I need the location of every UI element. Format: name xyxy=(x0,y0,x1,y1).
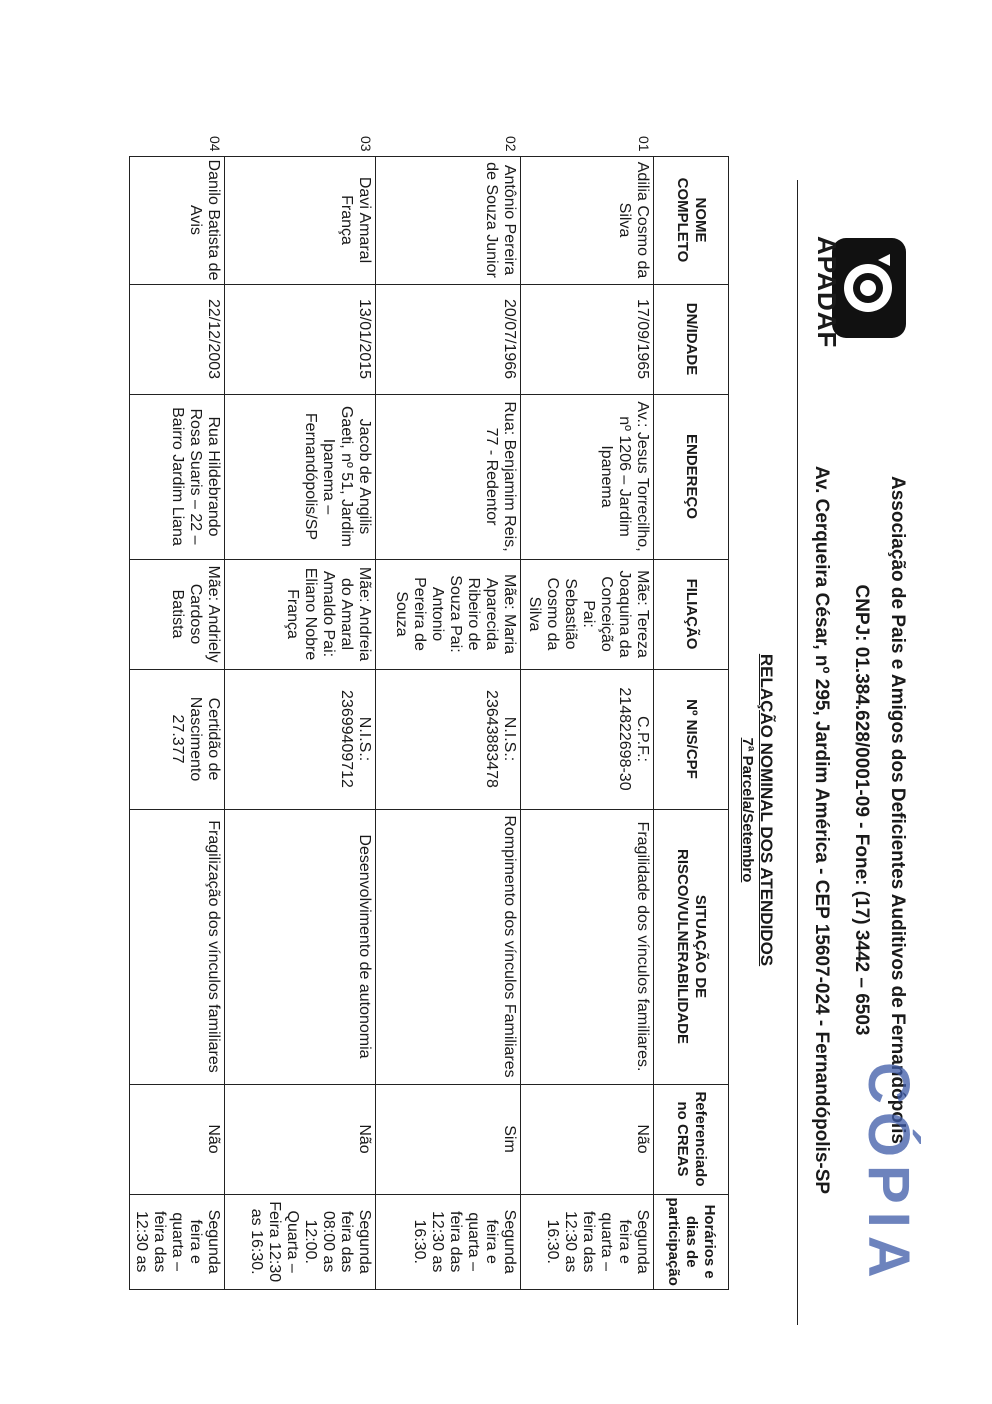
risk-situation-cell: Fragilidade dos vínculos familiares. xyxy=(521,809,654,1084)
schedule-cell: Segunda feira e quarta – feira das 12:30 as 16:30. xyxy=(521,1194,654,1289)
birthdate-cell: 13/01/2015 xyxy=(225,284,376,394)
page-title: RELAÇÃO NOMINAL DOS ATENDIDOS xyxy=(757,653,776,967)
logo-text: APADAF xyxy=(812,236,842,349)
column-header: DN/IDADE xyxy=(654,284,729,394)
schedule-cell: Segunda feira e quarta – feira das 12:30 as 16:30. xyxy=(376,1194,521,1289)
nis-cpf-cell: Certidão de Nascimento 27.377 xyxy=(130,669,225,809)
parents-cell: Mãe: Tereza Joaquina da Conceição Pai: Sebastião Cosmo da Silva xyxy=(521,559,654,669)
creas-cell: Não xyxy=(225,1084,376,1194)
row-index: 01 xyxy=(636,136,653,152)
header-divider xyxy=(797,180,798,1325)
schedule-cell: Segunda feira e quarta – feira das 12:30 as xyxy=(130,1194,225,1289)
column-header: Horários e dias de participação xyxy=(654,1194,729,1289)
parents-cell: Mãe: Andriely Cardoso Batista xyxy=(130,559,225,669)
risk-situation-cell: Rompimento dos vínculos Familiares xyxy=(376,809,521,1084)
column-header: ENDEREÇO xyxy=(654,394,729,559)
row-index: 04 xyxy=(207,136,224,152)
cnpj-phone: CNPJ: 01.384.628/0001-09 - Fone: (17) 3442 – 6503 xyxy=(851,584,872,1036)
birthdate-cell: 20/07/1966 xyxy=(376,284,521,394)
row-index: 02 xyxy=(503,136,520,152)
parents-cell: Mãe: Maria Aparecida Ribeiro de Souza Pai: Antonio Pereira de Souza xyxy=(376,559,521,669)
schedule-cell: Segunda feira das 08:00 as 12:00. Quarta – Feira 12:30 as 16:30. xyxy=(225,1194,376,1289)
nis-cpf-cell: N.I.S.: 23643883478 xyxy=(376,669,521,809)
address: Av. Cerqueira César, nº 295, Jardim América - CEP 15607-024 - Fernandópolis-SP xyxy=(811,465,832,1195)
column-header: SITUAÇÃO DE RISCO/VULNERABILIDADE xyxy=(654,809,729,1084)
index-header-cell xyxy=(654,136,729,156)
name-cell: Danilo Batista de Avis xyxy=(130,156,225,284)
address-cell: Jacob de Angilis Gaeti, nº 51, Jardim Ipanema – Fernandópolis/SP xyxy=(225,394,376,559)
address-cell: Rua: Benjamim Reis, 77 - Redentor xyxy=(376,394,521,559)
birthdate-cell: 22/12/2003 xyxy=(130,284,225,394)
page-subtitle: 7ª Parcela/Setembro xyxy=(739,737,756,883)
name-cell: Davi Amaral França xyxy=(225,156,376,284)
row-index: 03 xyxy=(358,136,375,152)
column-header: FILIAÇÃO xyxy=(654,559,729,669)
risk-situation-cell: Fragilização dos vínculos familiares xyxy=(130,809,225,1084)
table-row xyxy=(225,136,376,1289)
table-row xyxy=(130,136,225,1289)
copy-stamp: CÓPIA xyxy=(856,1062,921,1286)
creas-cell: Não xyxy=(521,1084,654,1194)
table-row xyxy=(376,136,521,1289)
attendees-table xyxy=(129,136,729,1290)
birthdate-cell: 17/09/1965 xyxy=(521,284,654,394)
creas-cell: Não xyxy=(130,1084,225,1194)
name-cell: Adilia Cosmo da Silva xyxy=(521,156,654,284)
risk-situation-cell: Desenvolvimento de autonomia xyxy=(225,809,376,1084)
address-cell: Rua Hildebrando Rosa Suaris – 22 – Bairro Jardim Liana xyxy=(130,394,225,559)
table-row xyxy=(521,136,654,1289)
address-cell: Av.: Jesus Torrecilho, nº 1206 – Jardim Ipanema xyxy=(521,394,654,559)
nis-cpf-cell: N.I.S.: 23699409712 xyxy=(225,669,376,809)
column-header: Nº NIS/CPF xyxy=(654,669,729,809)
name-cell: Antônio Pereira de Souza Junior xyxy=(376,156,521,284)
creas-cell: Sim xyxy=(376,1084,521,1194)
table-header-row xyxy=(654,136,729,1289)
column-header: NOME COMPLETO xyxy=(654,156,729,284)
parents-cell: Mãe: Andreia do Amaral Amaldo Pai: Eliano Nobre França xyxy=(225,559,376,669)
column-header: Referenciado no CREAS xyxy=(654,1084,729,1194)
nis-cpf-cell: C.P.F.: 214822698-30 xyxy=(521,669,654,809)
org-name: Associação de Pais e Amigos dos Deficientes Auditivos de Fernandópolis xyxy=(887,476,908,1144)
